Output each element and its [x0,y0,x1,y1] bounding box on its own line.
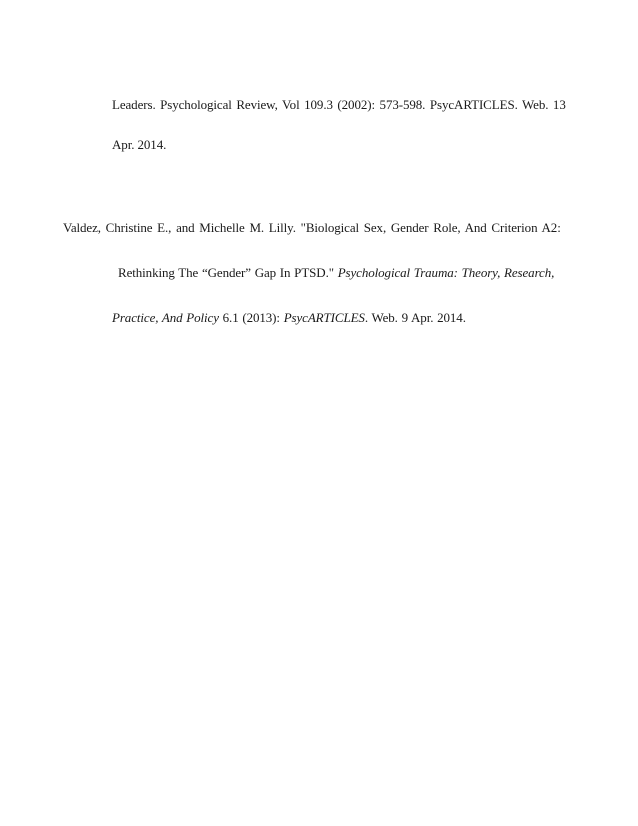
reference-1-line-2: Apr. 2014. [112,137,167,152]
reference-2-database: PsycARTICLES [283,310,365,325]
reference-2-volume-year: 6.1 (2013): [218,310,284,325]
reference-2-line-2-plain: Rethinking The “Gender” Gap In PTSD." [118,265,338,280]
reference-2-journal-title-part-2: Practice, And Policy [112,310,219,325]
reference-2-access-date: . Web. 9 Apr. 2014. [364,310,466,325]
reference-2-line-1: Valdez, Christine E., and Michelle M. Lilly. "Biological Sex, Gender Role, And Criterion A2: [63,220,561,235]
reference-2-line-2 [118,265,554,281]
reference-1-line-1: Leaders. Psychological Review, Vol 109.3 (2002): 573-598. PsycARTICLES. Web. 13 [112,97,566,112]
reference-2-line-3 [112,310,466,326]
reference-2-journal-title-part-1: Psychological Trauma: Theory, Research, [337,265,555,280]
